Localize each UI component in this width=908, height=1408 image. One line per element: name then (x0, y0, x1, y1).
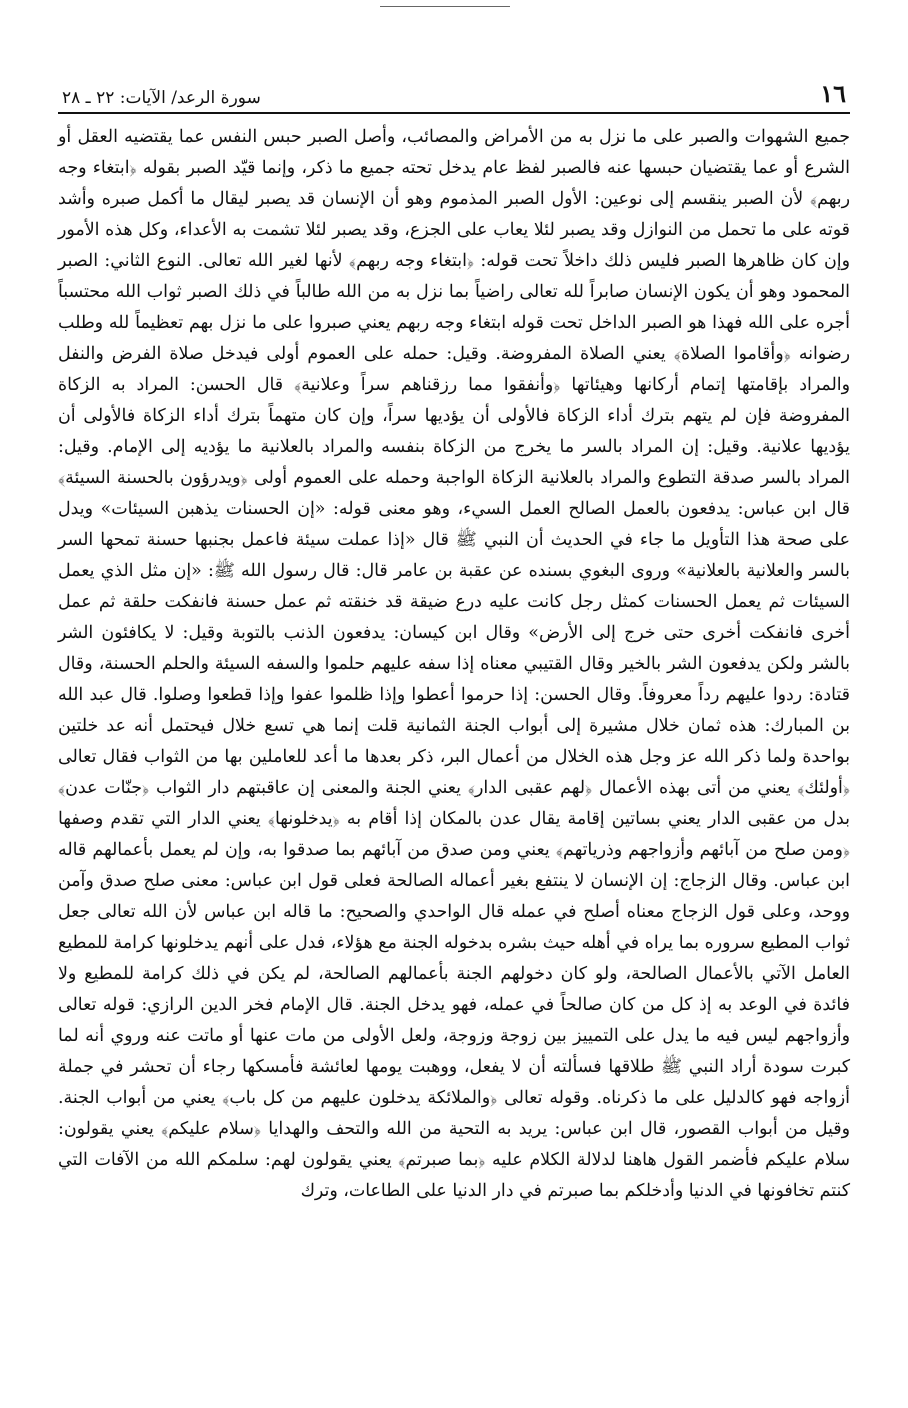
commentary-paragraph: جميع الشهوات والصبر على ما نزل به من الأمراض والمصائب، وأصل الصبر حبس النفس عما يقتضيه العقل أو الشرع أو عما يقتضيان حبسها عنه فالصبر لفظ عام يدخل تحته جميع ما ذكر، وإنما قيّد الصبر بقوله ﴿ابتغاء وجه ربهم﴾ لأن الصبر ينقسم إلى نوعين: الأول الصبر المذموم وهو أن الإنسان قد يصبر ليقال ما أكمل صبره وأشد قوته على ما تحمل من النوازل وقد يصبر لئلا يعاب على الجزع، وقد يصبر لئلا تشمت به الأعداء، وكل هذه الأمور وإن كان ظاهرها الصبر فليس ذلك داخلاً تحت قوله: ﴿ابتغاء وجه ربهم﴾ لأنها لغير الله تعالى. النوع الثاني: الصبر المحمود وهو أن يكون الإنسان صابراً لله تعالى راضياً بما نزل به من الله طالباً في ذلك الصبر ثواب الله محتسباً أجره على الله فهذا هو الصبر الداخل تحت قوله ابتغاء وجه ربهم يعني صبروا على ما نزل بهم تعظيماً لله وطلب رضوانه ﴿وأقاموا الصلاة﴾ يعني الصلاة المفروضة. وقيل: حمله على العموم أولى فيدخل صلاة الفرض والنفل والمراد بإقامتها إتمام أركانها وهيئاتها ﴿وأنفقوا مما رزقناهم سراً وعلانية﴾ قال الحسن: المراد به الزكاة المفروضة فإن لم يتهم بترك أداء الزكاة فالأولى أن يؤديها سراً، وإن كان متهماً بترك أداء الزكاة فالأولى أن يؤديها علانية. وقيل: إن المراد بالسر ما يخرج من الزكاة بنفسه والمراد بالعلانية ما يؤديه إلى الإمام. وقيل: المراد بالسر صدقة التطوع والمراد بالعلانية الزكاة الواجبة وحمله على العموم أولى ﴿ويدرؤون بالحسنة السيئة﴾ قال ابن عباس: يدفعون بالعمل الصالح العمل السيء، وهو معنى قوله: «إن الحسنات يذهبن السيئات» ويدل على صحة هذا التأويل ما جاء في الحديث أن النبي ﷺ قال «إذا عملت سيئة فاعمل بجنبها حسنة تمحها السر بالسر والعلانية بالعلانية» وروى البغوي بسنده عن عقبة بن عامر قال: قال رسول الله ﷺ: «إن مثل الذي يعمل السيئات ثم يعمل الحسنات كمثل رجل كانت عليه درع ضيقة قد خنقته ثم عمل حسنة فانفكت حلقة ثم عمل أخرى فانفكت أخرى حتى خرج إلى الأرض» وقال ابن كيسان: يدفعون الذنب بالتوبة وقيل: لا يكافئون الشر بالشر ولكن يدفعون الشر بالخير وقال القتيبي معناه إذا سفه عليهم حلموا والسفه السيئة والحلم الحسنة، وقال قتادة: ردوا عليهم رداً معروفاً. وقال الحسن: إذا حرموا أعطوا وإذا ظلموا عفوا وإذا قطعوا وصلوا. قال عبد الله بن المبارك: هذه ثمان خلال مشيرة إلى أبواب الجنة الثمانية قلت إنما هي تسع خلال فيحتمل أنه عد خلتين بواحدة ولما ذكر الله عز وجل هذه الخلال من أعمال البر، ذكر بعدها ما أعد للعاملين بها من الثواب فقال تعالى ﴿أولئك﴾ يعني من أتى بهذه الأعمال ﴿لهم عقبى الدار﴾ يعني الجنة والمعنى إن عاقبتهم دار الثواب ﴿جنّات عدن﴾ بدل من عقبى الدار يعني بساتين إقامة يقال عدن بالمكان إذا أقام به ﴿يدخلونها﴾ يعني الدار التي تقدم وصفها ﴿ومن صلح من آبائهم وأزواجهم وذرياتهم﴾ يعني ومن صدق من آبائهم بما صدقوا به، وإن لم يعمل بأعمالهم قاله ابن عباس. وقال الزجاج: إن الإنسان لا ينتفع بغير أعماله الصالحة فعلى قول ابن عباس: معنى صلح صدق وآمن ووحد، وعلى قول الزجاج معناه أصلح في عمله قال الواحدي والصحيح: ما قاله ابن عباس لأن الله تعالى جعل ثواب المطيع سروره بما يراه في أهله حيث بشره بدخوله الجنة مع هؤلاء، فدل على أنهم يدخلونها كرامة للمطيع العامل الآتي بالأعمال الصالحة، ولو كان دخولهم الجنة بأعمالهم الصالحة، لم يكن في ذلك كرامة للمطيع ولا فائدة في الوعد به إذ كل من كان صالحاً في عمله، فهو يدخل الجنة. قال الإمام فخر الدين الرازي: قوله تعالى وأزواجهم ليس فيه ما يدل على التمييز بين زوجة وزوجة، ولعل الأولى من مات عنها أو ماتت عنه وروي أنه لما كبرت سودة أراد النبي ﷺ طلاقها فسألته أن لا يفعل، ووهبت يومها لعائشة فأمسكها رجاء أن تحشر في جملة أزواجه فهو كالدليل على ما ذكرناه. وقوله تعالى ﴿والملائكة يدخلون عليهم من كل باب﴾ يعني من أبواب الجنة. وقيل من أبواب القصور، قال ابن عباس: يريد به التحية من الله والتحف والهدايا ﴿سلام عليكم﴾ يعني يقولون: سلام عليكم فأضمر القول هاهنا لدلالة الكلام عليه ﴿بما صبرتم﴾ يعني يقولون لهم: سلمكم الله من الآفات التي كنتم تخافونها في الدنيا وأدخلكم بما صبرتم في دار الدنيا على الطاعات، وترك (58, 127, 850, 1201)
top-rule (380, 6, 510, 7)
running-head (58, 78, 850, 114)
surah-title: سورة الرعد/ الآيات: ٢٢ ـ ٢٨ (62, 88, 261, 108)
book-page (58, 78, 850, 1207)
commentary-text (58, 122, 850, 1207)
page-number: ١٦ (820, 79, 846, 108)
